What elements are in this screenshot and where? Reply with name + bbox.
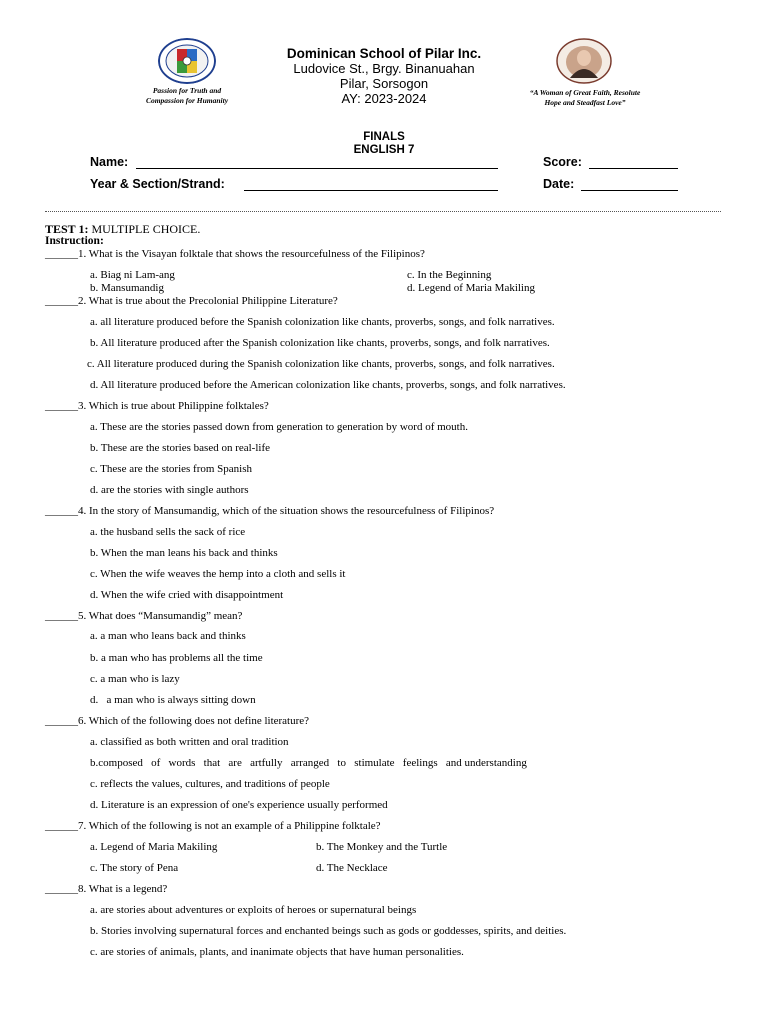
q4-option-d: d. When the wife cried with disappointment xyxy=(90,589,284,601)
question-2: ______2. What is true about the Precolonial Philippine Literature? xyxy=(45,295,338,307)
q3-option-b: b. These are the stories based on real-life xyxy=(90,442,271,454)
q2-option-c: c. All literature produced during the Spanish colonization like chants, proverbs, songs, and folk narratives. xyxy=(87,358,555,370)
exam-title-block xyxy=(284,131,484,157)
school-address-2: Pilar, Sorsogon xyxy=(339,76,429,91)
saint-portrait-logo xyxy=(556,38,612,84)
instruction-label: Instruction: xyxy=(45,235,104,247)
test-heading-label: TEST 1: xyxy=(45,222,89,236)
q5-option-c: c. a man who is lazy xyxy=(90,673,180,685)
date-label: Date: xyxy=(543,177,575,191)
q3-option-a: a. These are the stories passed down from generation to generation by word of mouth. xyxy=(90,421,468,433)
school-header xyxy=(234,46,534,106)
q5-option-d: d. a man who is always sitting down xyxy=(90,694,256,706)
q2-option-d: d. All literature produced before the American colonization like chants, proverbs, songs, and folk narratives. xyxy=(90,379,566,391)
q1-option-a: a. Biag ni Lam-ang xyxy=(90,269,175,281)
separator-line xyxy=(45,211,721,212)
exam-subject: ENGLISH 7 xyxy=(353,144,415,156)
score-label: Score: xyxy=(543,155,582,169)
score-field[interactable] xyxy=(589,168,678,169)
q6-option-a: a. classified as both written and oral tradition xyxy=(90,736,289,748)
q6-option-c: c. reflects the values, cultures, and traditions of people xyxy=(90,778,330,790)
q4-option-b: b. When the man leans his back and thinks xyxy=(90,547,278,559)
left-motto-line-1: Passion for Truth and xyxy=(152,86,222,95)
school-logo xyxy=(158,38,216,84)
q8-option-c: c. are stories of animals, plants, and inanimate objects that have human personalities. xyxy=(90,946,464,958)
test-heading-title: MULTIPLE CHOICE. xyxy=(88,222,201,236)
portrait-seal-icon xyxy=(556,38,612,84)
right-motto xyxy=(510,88,660,107)
q2-option-a: a. all literature produced before the Spanish colonization like chants, proverbs, songs, and folk narratives. xyxy=(90,316,555,328)
q7-option-a: a. Legend of Maria Makiling xyxy=(90,841,218,853)
q6-option-b: b.composed of words that are artfully arranged to stimulate feelings and understanding xyxy=(90,757,527,769)
right-motto-line-1: “A Woman of Great Faith, Resolute xyxy=(529,88,641,97)
question-8: ______8. What is a legend? xyxy=(45,883,168,895)
q7-option-d: d. The Necklace xyxy=(316,862,388,874)
section-label: Year & Section/Strand: xyxy=(90,177,225,191)
school-name: Dominican School of Pilar Inc. xyxy=(286,46,482,61)
date-field[interactable] xyxy=(581,190,678,191)
q4-option-a: a. the husband sells the sack of rice xyxy=(90,526,246,538)
q1-option-d: d. Legend of Maria Makiling xyxy=(407,282,535,294)
name-field[interactable] xyxy=(136,168,498,169)
question-7: ______7. Which of the following is not an example of a Philippine folktale? xyxy=(45,820,381,832)
question-1: ______1. What is the Visayan folktale that shows the resourcefulness of the Filipinos? xyxy=(45,248,425,260)
q5-option-b: b. a man who has problems all the time xyxy=(90,652,263,664)
q5-option-a: a. a man who leans back and thinks xyxy=(90,630,246,642)
right-motto-line-2: Hope and Steadfast Love” xyxy=(544,97,626,107)
q3-option-c: c. These are the stories from Spanish xyxy=(90,463,253,475)
q8-option-a: a. are stories about adventures or exploits of heroes or supernatural beings xyxy=(90,904,417,916)
question-4: ______4. In the story of Mansumandig, which of the situation shows the resourcefulness of Filipinos? xyxy=(45,505,495,517)
question-3: ______3. Which is true about Philippine folktales? xyxy=(45,400,269,412)
school-address-1: Ludovice St., Brgy. Binanuahan xyxy=(293,61,475,76)
q7-option-b: b. The Monkey and the Turtle xyxy=(316,841,448,853)
left-motto-line-2: Compassion for Humanity xyxy=(145,95,229,105)
section-field[interactable] xyxy=(244,190,498,191)
question-6: ______6. Which of the following does not define literature? xyxy=(45,715,310,727)
q7-option-c: c. The story of Pena xyxy=(90,862,179,874)
q8-option-b: b. Stories involving supernatural forces and enchanted beings such as gods or goddesses, spirits, and deities. xyxy=(90,925,567,937)
left-motto xyxy=(124,86,250,105)
name-label: Name: xyxy=(90,155,129,169)
exam-title: FINALS xyxy=(363,131,405,143)
academic-year: AY: 2023-2024 xyxy=(341,91,427,106)
question-5: ______5. What does “Mansumandig” mean? xyxy=(45,610,243,622)
school-seal-icon xyxy=(158,38,216,84)
q1-option-c: c. In the Beginning xyxy=(407,269,492,281)
q4-option-c: c. When the wife weaves the hemp into a cloth and sells it xyxy=(90,568,346,580)
q2-option-b: b. All literature produced after the Spanish colonization like chants, proverbs, songs, and folk narratives. xyxy=(90,337,550,349)
q6-option-d: d. Literature is an expression of one's experience usually performed xyxy=(90,799,388,811)
q1-option-b: b. Mansumandig xyxy=(90,282,164,294)
q3-option-d: d. are the stories with single authors xyxy=(90,484,249,496)
